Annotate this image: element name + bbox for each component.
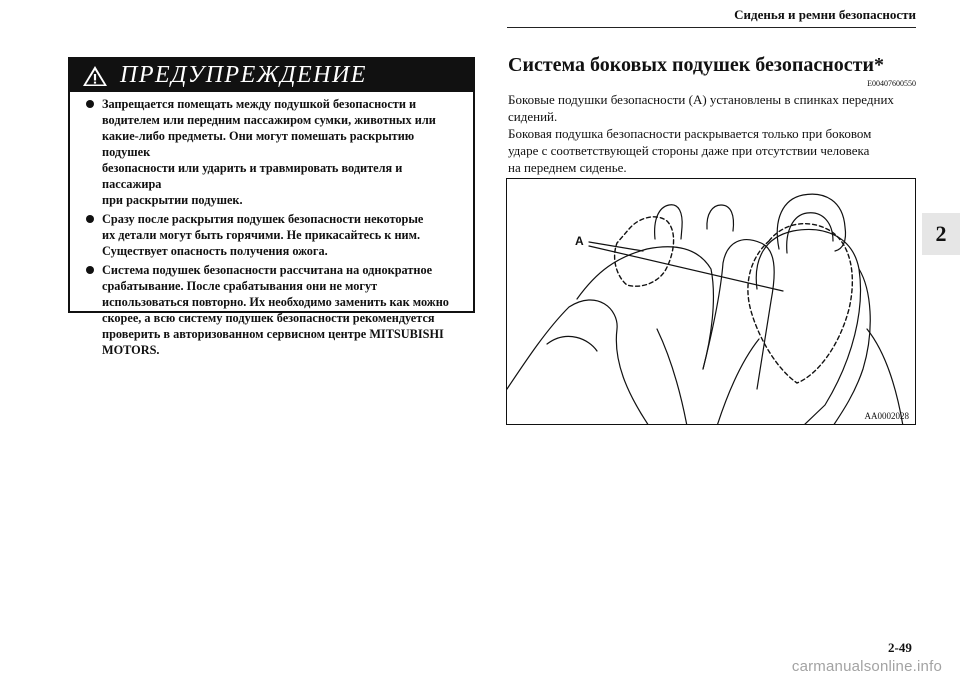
seat-illustration: [507, 179, 916, 425]
header-rule: [507, 27, 916, 28]
chapter-tab[interactable]: 2: [922, 213, 960, 255]
section-body: Боковые подушки безопасности (A) установлены в спинках передних сидений. Боковая подушка безопасности раскрывается только при боковом ударе с соответствующей стороны даже при отсутствии человека на переднем сиденье.: [508, 92, 894, 175]
figure-code: AA0002028: [864, 411, 909, 421]
header-title: Сиденья и ремни безопасности: [734, 7, 916, 22]
warning-item-text: Запрещается помещать между подушкой безопасности и водителем или передним пассажиром сумки, животных или какие-либо предметы. Они могут помешать раскрытию подушек безопасности или ударить и травмировать водителя и пассажира при раскрытии подушек.: [102, 97, 436, 207]
rear-cushion: [507, 300, 649, 425]
warning-list: [70, 92, 473, 358]
watermark: carmanualsonline.info: [791, 658, 942, 675]
section-title: Система боковых подушек безопасности*: [508, 54, 884, 76]
bullet-icon: [86, 100, 94, 108]
callout-line-upper: [589, 242, 643, 251]
airbag-zone-rear: [615, 217, 674, 286]
section-code: E00407600550: [867, 79, 916, 88]
warning-item: [86, 262, 463, 358]
rear-seat-back-middle: [703, 240, 774, 389]
seat-airbag-figure: [506, 178, 916, 425]
warning-item: [86, 96, 463, 208]
bullet-icon: [86, 215, 94, 223]
warning-item-text: Система подушек безопасности рассчитана на однократное срабатывание. После срабатывания они не могут использоваться повторно. Их необходимо заменить как можно скорее, а всю систему подушек безопасности рекомендуется проверить в авторизованном сервисном центре MITSUBISHI MOTORS.: [102, 263, 449, 357]
warning-item: [86, 211, 463, 259]
callout-label-a: A: [575, 234, 584, 248]
front-headrest: [777, 194, 845, 251]
page-number: 2-49: [888, 640, 912, 655]
callout-line-lower: [589, 246, 783, 291]
warning-header: [70, 59, 473, 92]
warning-title: ПРЕДУПРЕЖДЕНИЕ: [120, 62, 367, 88]
front-seat-back: [756, 230, 860, 425]
warning-triangle-icon: [82, 65, 108, 87]
airbag-zone-front: [748, 224, 852, 383]
bullet-icon: [86, 266, 94, 274]
warning-box: [68, 57, 475, 357]
rear-headrest-middle: [707, 205, 734, 231]
warning-item-text: Сразу после раскрытия подушек безопасности некоторые их детали могут быть горячими. Не прикасайтесь к ним. Существует опасность получения ожога.: [102, 212, 424, 258]
